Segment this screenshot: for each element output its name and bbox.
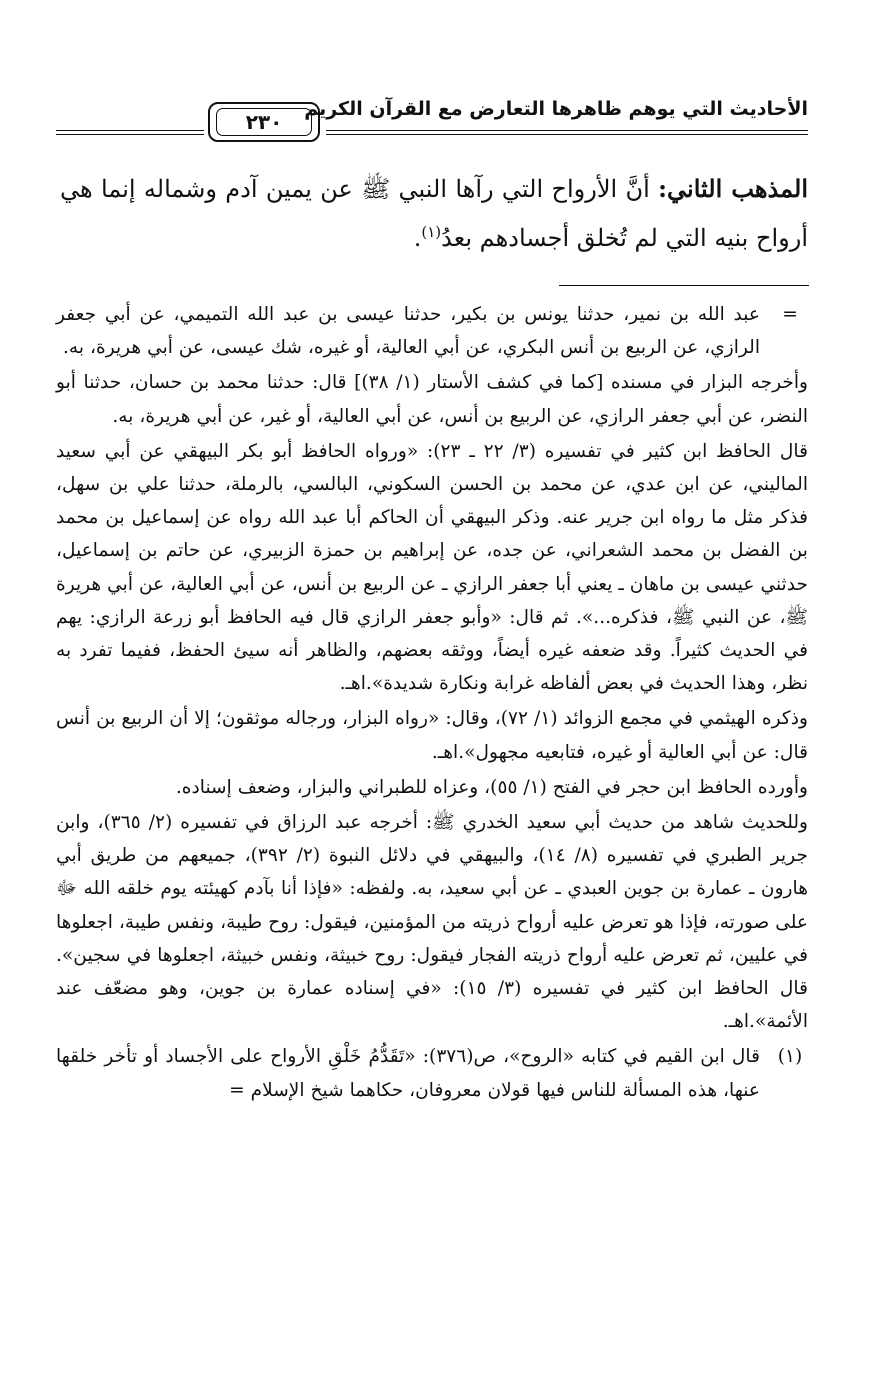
header-rule	[326, 134, 808, 135]
footnote-1	[56, 1040, 808, 1106]
main-body: أنَّ الأرواح التي رآها النبي ﷺ عن يمين آدم وشماله إنما هي أرواح بنيه التي لم تُخلق أجسادهم بعدُ	[60, 175, 808, 252]
footnote-text: قال ابن القيم في كتابه «الروح»، ص(٣٧٦): «تَقَدُّمُ خَلْقِ الأرواح على الأجساد أو تأخر خلقها عنها، هذه المسألة للناس فيها قولان معروفان، حكاهما شيخ الإسلام	[56, 1046, 760, 1101]
footnote-paragraph: وأورده الحافظ ابن حجر في الفتح (١/ ٥٥)، وعزاه للطبراني والبزار، وضعف إسناده.	[175, 776, 808, 798]
main-end: .	[413, 224, 422, 252]
main-paragraph	[60, 164, 808, 263]
continuation-marker: =	[229, 1079, 245, 1101]
footnote-paragraph: وذكره الهيثمي في مجمع الزوائد (١/ ٧٢)، وقال: «رواه البزار، ورجاله موثقون؛ إلا أن الربيع بن أنس قال: عن أبي العالية أو غيره، فتابعيه مجهول».اهـ.	[56, 708, 808, 763]
page-header	[56, 92, 808, 142]
footnote-marker: (١)	[777, 1046, 803, 1068]
header-rule	[326, 130, 808, 131]
header-rule	[56, 134, 204, 135]
header-rule	[56, 130, 204, 131]
footnote-separator	[559, 285, 809, 286]
footnote-paragraph: عبد الله بن نمير، حدثنا يونس بن بكير، حدثنا عيسى بن عبد الله التميمي، عن أبي جعفر الرازي، عن الربيع بن أنس البكري، عن أبي العالية، أو غيره، شك عيسى، عن أبي هريرة، به.	[56, 304, 760, 359]
page-number-frame	[208, 102, 320, 142]
footnotes	[56, 298, 808, 1109]
footnote-paragraph: وأخرجه البزار في مسنده [كما في كشف الأستار (١/ ٣٨)] قال: حدثنا محمد بن حسان، حدثنا أبو النضر، عن أبي جعفر الرازي، عن الربيع بن أنس، عن أبي العالية، أو غير، عن أبي هريرة، به.	[56, 372, 808, 427]
running-title: الأحاديث التي يوهم ظاهرها التعارض مع القرآن الكريم	[304, 98, 808, 120]
section-label: المذهب الثاني:	[658, 174, 808, 203]
footnote-paragraph	[56, 1040, 760, 1106]
continuation-marker: =	[782, 304, 798, 325]
page-number: ٢٣٠	[216, 108, 312, 136]
footnote-reference: (١)	[421, 223, 442, 241]
footnote-paragraph: وللحديث شاهد من حديث أبي سعيد الخدري ﷺ: أخرجه عبد الرزاق في تفسيره (٢/ ٣٦٥)، وابن جرير الطبري في تفسيره (٨/ ١٤)، والبيهقي في دلائل النبوة (٢/ ٣٩٢)، جميعهم من طريق أبي هارون ـ عمارة بن جوين العبدي ـ عن أبي سعيد، به. ولفظه: «فإذا أنا بآدم كهيئته يوم خلقه الله ﷻ على صورته، فإذا هو تعرض عليه أرواح ذريته من المؤمنين، فيقول: روح طيبة، ونفس طيبة، اجعلوها في عليين، ثم تعرض عليه أرواح ذريته الفجار فيقول: روح خبيثة، ونفس خبيثة، اجعلوها في سجين». قال الحافظ ابن كثير في تفسيره (٣/ ١٥): «في إسناده عمارة بن جوين، وهو مضعّف عند الأئمة».اهـ.	[56, 812, 809, 1033]
footnote-paragraph: قال الحافظ ابن كثير في تفسيره (٣/ ٢٢ ـ ٢٣): «ورواه الحافظ أبو بكر البيهقي عن أبي سعيد الماليني، عن ابن عدي، عن محمد بن الحسن السكوني، البالسي، بالرملة، حدثنا علي بن سهل، فذكر مثل ما رواه ابن جرير عنه. وذكر البيهقي أن الحاكم أبا عبد الله رواه عن إسماعيل بن محمد بن الفضل بن محمد الشعراني، عن جده، عن إبراهيم بن حمزة الزبيري، عن حاتم بن إسماعيل، حدثني عيسى بن ماهان ـ يعني أبا جعفر الرازي ـ عن الربيع بن أنس، عن أبي العالية، عن أبي هريرة ﷺ، عن النبي ﷺ، فذكره...». ثم قال: «وأبو جعفر الرازي قال فيه الحافظ أبو زرعة الرازي: يهم في الحديث كثيراً. وقد ضعفه غيره أيضاً، ووثقه بعضهم، والظاهر أنه سيئ الحفظ، ففيما تفرد به نظر، وهذا الحديث في بعض ألفاظه غرابة ونكارة شديدة».اهـ.	[56, 440, 808, 695]
footnote-continuation	[56, 298, 808, 364]
